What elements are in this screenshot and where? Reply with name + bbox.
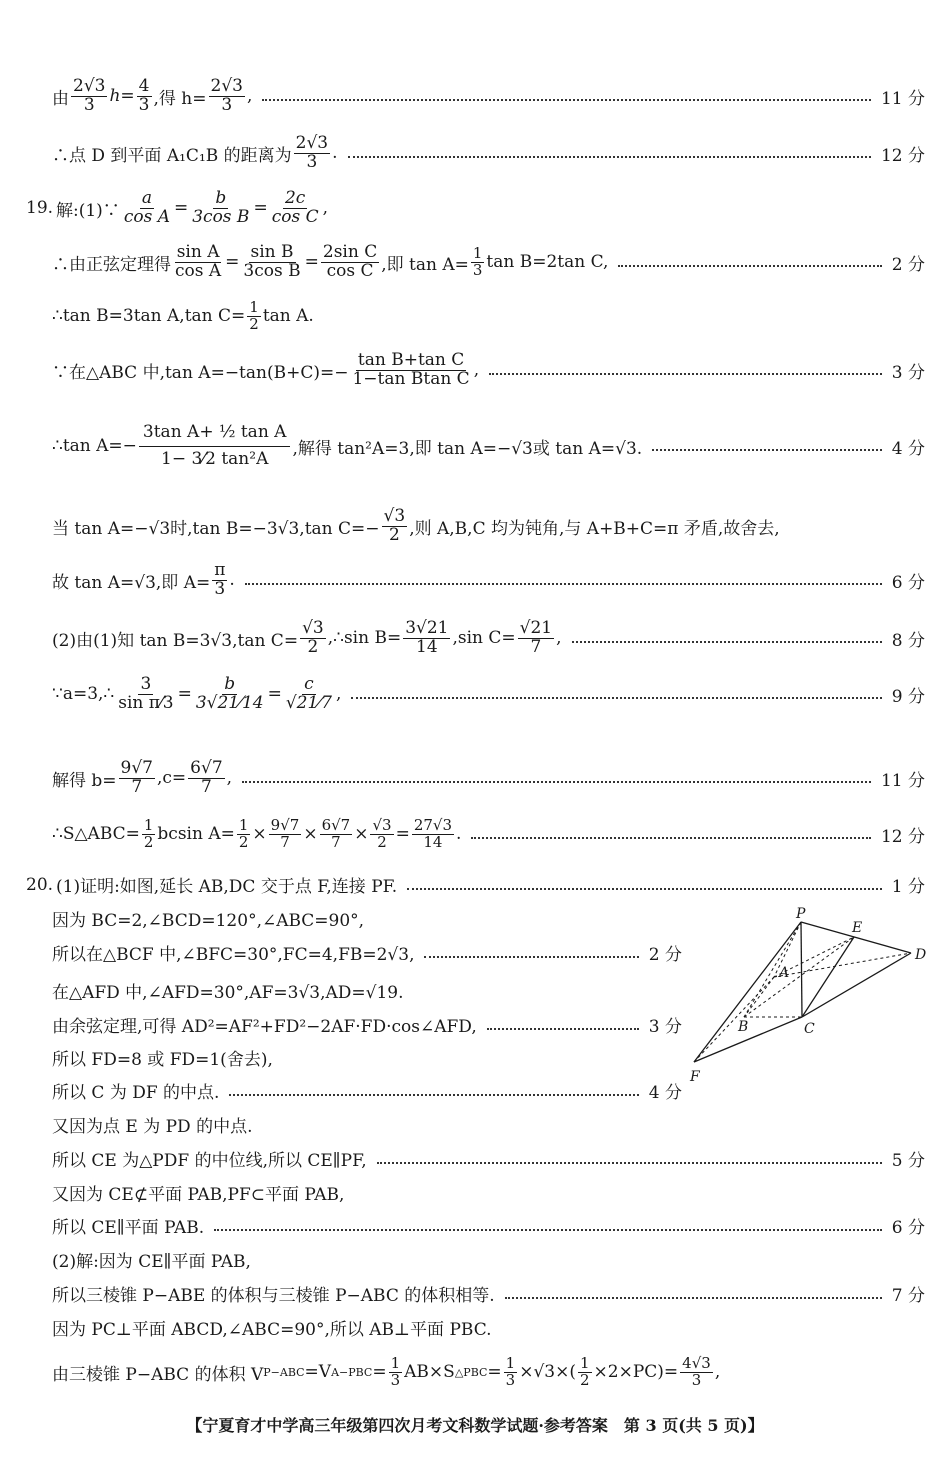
text: =: [487, 1362, 502, 1383]
line-9: [0, 562, 950, 599]
text: 所以 CE∥平面 PAB.: [52, 1218, 205, 1238]
text: tan B=2tan C,: [486, 252, 609, 273]
line-10: [0, 620, 950, 657]
text: .: [229, 570, 235, 591]
score: 6 分: [891, 1218, 925, 1238]
text: 由余弦定理,可得 AD²=AF²+FD²−2AF·FD·cos∠AFD,: [52, 1017, 477, 1037]
text: ∴S△ABC=: [52, 824, 140, 845]
line-25: [0, 1247, 950, 1272]
edge-fa: [694, 977, 774, 1062]
text: 在△AFD 中,∠AFD=30°,AF=3√3,AD=√19.: [52, 983, 404, 1003]
fraction: $\frac{√3}{2}$: [383, 506, 406, 545]
line-27: [0, 1315, 950, 1340]
text: 当 tan A=−√3时,tan B=−3√3,tan C=−: [52, 518, 380, 539]
text: .: [456, 824, 462, 845]
text: ,: [246, 86, 253, 107]
text: 所以三棱锥 P−ABE 的体积与三棱锥 P−ABC 的体积相等.: [52, 1286, 495, 1306]
score: 4 分: [648, 1083, 682, 1103]
text: ,解得 tan²A=3,即 tan A=−√3或 tan A=√3.: [292, 438, 643, 459]
line-11: ∵a=3,∴ $\frac{3}{\text{sin π⁄3}}$ = $\frac{b}{3√21⁄14}$ = $\frac{c}{√21⁄7}$ , 9 分: [52, 674, 925, 713]
label-f: F: [690, 1069, 700, 1085]
line-26: [0, 1281, 950, 1306]
leader-dots: [487, 1028, 639, 1030]
leader-dots: [351, 697, 881, 699]
text: ,∴sin B=: [327, 628, 402, 649]
fraction: $\frac{1}{2}$: [579, 1354, 590, 1389]
fraction: $\frac{√21}{7}$: [519, 618, 553, 657]
score: 6 分: [891, 572, 925, 593]
edge-pf: [694, 922, 801, 1062]
text: ∵在△ABC 中,tan A=−tan(B+C)=−: [52, 362, 349, 383]
fraction: $\frac{\text{2sin C}}{\text{cos C}}$: [322, 242, 378, 281]
text: 又因为点 E 为 PD 的中点.: [52, 1117, 253, 1137]
text: ×√3×(: [519, 1362, 576, 1383]
line-2: [0, 135, 950, 172]
line-23: [0, 1180, 950, 1205]
line-13: [0, 818, 950, 851]
text: 因为 BC=2,∠BCD=120°,∠ABC=90°,: [52, 911, 365, 931]
text: 故 tan A=√3,即 A=: [52, 572, 211, 593]
line-1: [0, 78, 950, 115]
score: 2 分: [648, 945, 682, 965]
text: =: [372, 1362, 387, 1383]
edge-ab: [744, 977, 774, 1017]
fraction: $\frac{4}{3}$: [138, 76, 150, 115]
fraction: $\frac{3√21}{14}$: [405, 618, 449, 657]
fraction: $\frac{2c}{\text{cos C}}$: [271, 188, 319, 227]
leader-dots: [652, 449, 882, 451]
text: 所以在△BCF 中,∠BFC=30°,FC=4,FB=2√3,: [52, 945, 415, 965]
fraction: $\frac{6√7}{7}$: [190, 758, 223, 797]
fraction: $\frac{9√7}{7}$: [270, 816, 300, 851]
line-14: [0, 872, 950, 897]
fraction: $\frac{1}{2}$: [249, 298, 259, 333]
edge-pc: [801, 922, 802, 1017]
fraction: $\frac{\text{tan B+tan C}}{\text{1−tan Btan C}}$: [352, 350, 470, 389]
score: 9 分: [891, 686, 925, 707]
leader-dots: [572, 641, 882, 643]
score: 1 分: [891, 877, 925, 897]
text: 所以 CE 为△PDF 的中位线,所以 CE∥PF,: [52, 1151, 367, 1171]
leader-dots: [229, 1094, 638, 1096]
score: 11 分: [880, 770, 925, 791]
fraction: $\frac{a}{\text{cos A}}$: [123, 188, 170, 227]
line-6: [0, 352, 950, 389]
fraction: $\frac{9√7}{7}$: [120, 758, 153, 797]
text: ,则 A,B,C 均为钝角,与 A+B+C=π 矛盾,故舍去,: [409, 518, 780, 539]
text: ,: [322, 198, 328, 219]
leader-dots: [242, 781, 871, 783]
fraction: $\frac{\pi}{3}$: [214, 560, 226, 599]
leader-dots: [471, 837, 871, 839]
text: ,得 h=: [153, 88, 207, 109]
leader-dots: [245, 583, 882, 585]
text: (1)证明:如图,延长 AB,DC 交于点 F,连接 PF.: [56, 877, 398, 897]
text: .: [332, 143, 338, 164]
fraction: $\frac{1}{2}$: [238, 816, 249, 851]
label-p: P: [796, 906, 806, 922]
text: ,: [473, 360, 480, 381]
edge-be: [744, 937, 854, 1017]
leader-dots: [618, 265, 881, 267]
score: 12 分: [880, 145, 925, 166]
score: 11 分: [880, 88, 925, 109]
fraction: $\frac{\text{3tan A+ ½ tan A}}{\text{1− 3⁄2 tan²A}}$: [139, 420, 291, 473]
label-b: B: [738, 1019, 749, 1035]
text: 解得 b=: [52, 770, 117, 791]
text: tan A.: [262, 306, 314, 327]
text: 所以 C 为 DF 的中点.: [52, 1083, 220, 1103]
fraction: $\frac{\text{sin B}}{\text{3cos B}}$: [243, 242, 301, 281]
text: 又因为 CE⊄平面 PAB,PF⊂平面 PAB,: [52, 1185, 345, 1205]
edge-pb: [744, 922, 801, 1017]
line-8: [0, 508, 950, 545]
line-12: [0, 760, 950, 797]
text: bcsin A=: [157, 824, 235, 845]
text: ,c=: [157, 768, 187, 789]
text: ,sin C=: [452, 628, 516, 649]
leader-dots: [262, 99, 871, 101]
text: =V: [304, 1362, 332, 1383]
fraction: $\frac{1}{2}$: [143, 816, 154, 851]
line-3: 19. 解:(1)∵ $\frac{a}{\text{cos A}}$ = $\frac{b}{\text{3cos B}}$ = $\frac{2c}{\text{cos C}}$ ,: [26, 188, 328, 227]
text: ,: [556, 628, 562, 649]
text: ∴tan B=3tan A,tan C=: [52, 306, 246, 327]
text: ∵a=3,∴: [52, 684, 115, 705]
fraction: $\frac{4√3}{3}$: [682, 1354, 711, 1389]
leader-dots: [505, 1297, 882, 1299]
text: ∴点 D 到平面 A₁C₁B 的距离为: [52, 145, 292, 166]
label-d: D: [915, 947, 927, 963]
edge-ce: [802, 937, 854, 1017]
line-24: [0, 1213, 950, 1238]
fraction: $\frac{3}{\text{sin π⁄3}}$: [118, 674, 174, 713]
fraction: $\frac{27√3}{14}$: [413, 816, 453, 851]
text: ,: [335, 684, 342, 705]
text: 解:(1)∵: [56, 200, 120, 221]
text: ∴由正弦定理得: [52, 254, 171, 275]
line-7: [0, 420, 950, 473]
score: 2 分: [891, 254, 925, 275]
line-21: [0, 1112, 950, 1137]
line-22: [0, 1146, 950, 1171]
text: (2)由(1)知 tan B=3√3,tan C=: [52, 630, 299, 651]
fraction: $\frac{b}{\text{3cos B}}$: [192, 188, 250, 227]
text: 因为 PC⊥平面 ABCD,∠ABC=90°,所以 AB⊥平面 PBC.: [52, 1320, 492, 1340]
leader-dots: [377, 1162, 882, 1164]
label-a: A: [779, 965, 790, 981]
score: 8 分: [891, 630, 925, 651]
leader-dots: [489, 373, 882, 375]
score: 3 分: [648, 1017, 682, 1037]
question-number: 19.: [26, 198, 54, 219]
text: =: [395, 824, 410, 845]
fraction: $\frac{2√3}{3}$: [210, 76, 243, 115]
fraction: $\frac{2√3}{3}$: [73, 76, 106, 115]
pyramid-figure: [686, 905, 936, 1085]
text: AB×S: [404, 1362, 455, 1383]
text: ,即 tan A=: [381, 254, 469, 275]
text: ∴tan A=−: [52, 436, 137, 457]
fraction: $\frac{6√7}{7}$: [321, 816, 351, 851]
fraction: $\frac{√3}{2}$: [302, 618, 324, 657]
text: ,: [714, 1362, 721, 1383]
text: ×: [354, 824, 369, 845]
line-28: 由三棱锥 P−ABC 的体积 V P−ABC =V A−PBC = $\frac{1}{3}$ AB×S △PBC = $\frac{1}{3}$ ×√3×( $\frac{1}{2}$ ×2×PC)= $\frac{4√3}{3}$ ,: [52, 1354, 721, 1389]
page-footer: 【宁夏育才中学高三年级第四次月考文科数学试题·参考答案 第 3 页(共 5 页)】: [186, 1416, 764, 1435]
text: ×2×PC)=: [593, 1362, 679, 1383]
fraction: $\frac{b}{3√21⁄14}$: [195, 674, 264, 713]
score: 12 分: [880, 826, 925, 847]
fraction: $\frac{1}{3}$: [472, 244, 483, 279]
fraction: $\frac{1}{3}$: [390, 1354, 401, 1389]
text: h=: [109, 86, 135, 107]
text: 由三棱锥 P−ABC 的体积 V: [52, 1364, 264, 1385]
fraction: $\frac{√3}{2}$: [372, 816, 392, 851]
text: ×: [252, 824, 267, 845]
text: (2)解:因为 CE∥平面 PAB,: [52, 1252, 251, 1272]
fraction: $\frac{2√3}{3}$: [295, 133, 329, 172]
fraction: $\frac{c}{√21⁄7}$: [285, 674, 332, 713]
label-e: E: [852, 920, 863, 936]
leader-dots: [407, 888, 882, 890]
text: ×: [303, 824, 318, 845]
question-number: 20.: [26, 874, 54, 895]
score: 5 分: [891, 1151, 925, 1171]
leader-dots: [214, 1229, 882, 1231]
leader-dots: [348, 156, 871, 158]
score: 3 分: [891, 362, 925, 383]
line-4: ∴由正弦定理得 $\frac{\text{sin A}}{\text{cos A}}$ = $\frac{\text{sin B}}{\text{3cos B}}$ = $\frac{\text{2sin C}}{\text{cos C}}$ ,即 tan A= $\frac{1}{3}$ tan B=2tan C, 2 分: [52, 242, 925, 281]
fraction: $\frac{1}{3}$: [505, 1354, 516, 1389]
text: 由: [52, 88, 69, 109]
text: ,: [226, 768, 233, 789]
fraction: $\frac{\text{sin A}}{\text{cos A}}$: [175, 242, 222, 281]
line-5: [0, 300, 950, 333]
score: 7 分: [891, 1286, 925, 1306]
leader-dots: [424, 956, 638, 958]
label-c: C: [804, 1021, 815, 1037]
text: 所以 FD=8 或 FD=1(舍去),: [52, 1050, 273, 1070]
score: 4 分: [891, 438, 925, 459]
